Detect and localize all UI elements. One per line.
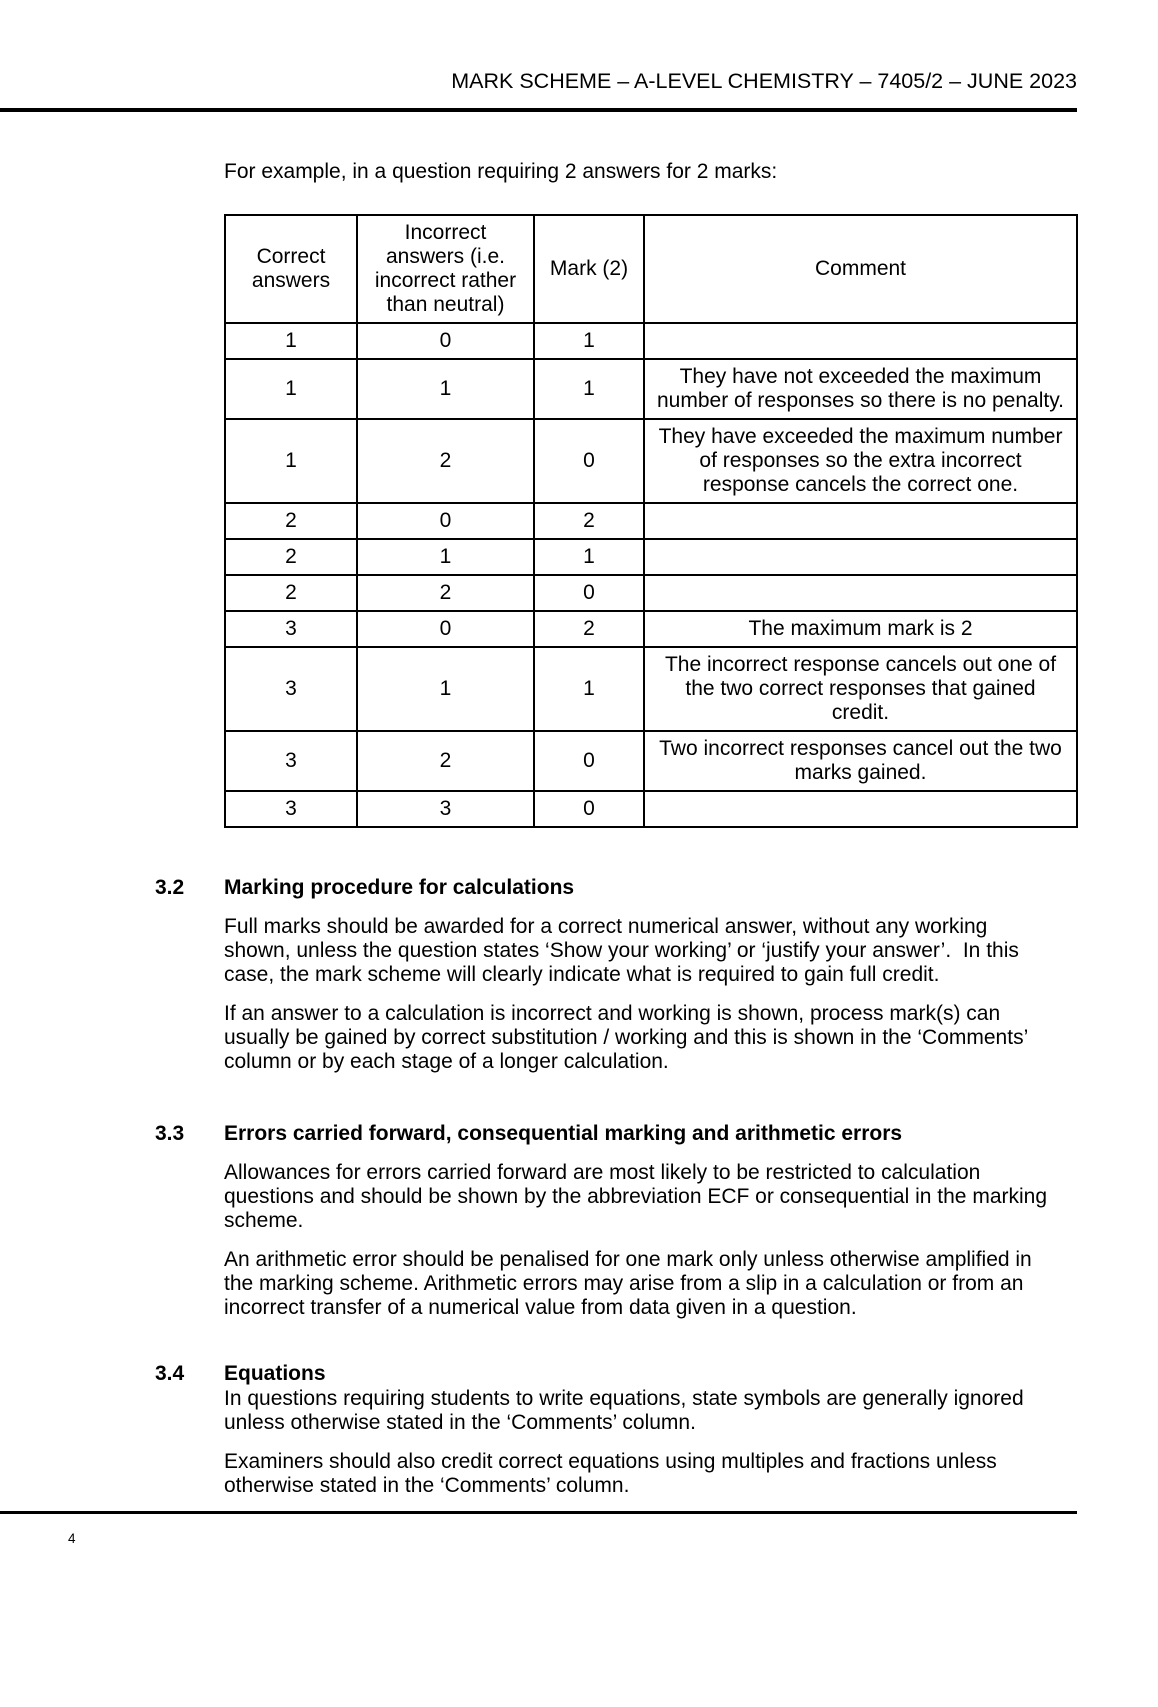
table-header-row — [225, 215, 1077, 323]
section-3.3 — [155, 1122, 1158, 1320]
cell-mark: 2 — [534, 611, 644, 647]
cell-comment — [644, 791, 1077, 827]
section-3.2 — [155, 876, 1158, 1074]
cell-incorrect: 1 — [357, 359, 534, 419]
cell-correct: 1 — [225, 419, 357, 503]
cell-correct: 1 — [225, 323, 357, 359]
section-paragraph: Examiners should also credit correct equations using multiples and fractions unless otherwise stated in the ‘Comments’ column. — [224, 1450, 997, 1497]
table-row — [225, 647, 1077, 731]
cell-incorrect: 2 — [357, 575, 534, 611]
column-header-mark: Mark (2) — [534, 215, 644, 323]
section-paragraph: Full marks should be awarded for a correct numerical answer, without any working shown, unless the question states ‘Show your working’ or ‘justify your answer’. In this case, the mark scheme will clearly indicate what is required to gain full credit. — [224, 915, 1019, 986]
section-body — [224, 1122, 1054, 1320]
table-row — [225, 791, 1077, 827]
section-paragraph: An arithmetic error should be penalised for one mark only unless otherwise amplified in the marking scheme. Arithmetic errors may arise from a slip in a calculation or from an incorrect transfer of a numerical value from data given in a question. — [224, 1248, 1032, 1319]
cell-incorrect: 0 — [357, 611, 534, 647]
cell-correct: 1 — [225, 359, 357, 419]
section-heading: Errors carried forward, consequential marking and arithmetic errors — [224, 1122, 903, 1145]
table-row — [225, 731, 1077, 791]
header-title: MARK SCHEME – A-LEVEL CHEMISTRY – 7405/2 – JUNE 2023 — [451, 69, 1077, 93]
cell-incorrect: 3 — [357, 791, 534, 827]
cell-correct: 3 — [225, 611, 357, 647]
cell-incorrect: 1 — [357, 539, 534, 575]
cell-correct: 2 — [225, 575, 357, 611]
cell-correct: 3 — [225, 647, 357, 731]
table-row — [225, 503, 1077, 539]
cell-comment: Two incorrect responses cancel out the two marks gained. — [644, 731, 1077, 791]
cell-incorrect: 2 — [357, 731, 534, 791]
document-page — [0, 69, 1158, 1546]
cell-mark: 1 — [534, 539, 644, 575]
cell-comment: They have exceeded the maximum number of responses so the extra incorrect response cancels the correct one. — [644, 419, 1077, 503]
cell-mark: 0 — [534, 419, 644, 503]
section-heading: Equations — [224, 1362, 326, 1385]
column-header-incorrect-answers: Incorrect answers (i.e. incorrect rather than neutral) — [357, 215, 534, 323]
page-number: 4 — [68, 1531, 76, 1546]
cell-incorrect: 1 — [357, 647, 534, 731]
cell-comment — [644, 323, 1077, 359]
section-number: 3.4 — [155, 1362, 185, 1385]
cell-mark: 2 — [534, 503, 644, 539]
footer-rule — [0, 1511, 1077, 1514]
sections-container — [0, 876, 1158, 1498]
intro-text: For example, in a question requiring 2 answers for 2 marks: — [224, 160, 778, 183]
cell-correct: 3 — [225, 791, 357, 827]
cell-comment: They have not exceeded the maximum number of responses so there is no penalty. — [644, 359, 1077, 419]
column-header-comment: Comment — [644, 215, 1077, 323]
cell-comment: The incorrect response cancels out one of the two correct responses that gained credit. — [644, 647, 1077, 731]
cell-mark: 1 — [534, 647, 644, 731]
cell-comment — [644, 539, 1077, 575]
section-paragraph: If an answer to a calculation is incorrect and working is shown, process mark(s) can usually be gained by correct substitution / working and this is shown in the ‘Comments’ column or by each stage of a longer calculation. — [224, 1002, 1028, 1073]
header-rule — [0, 108, 1077, 112]
cell-correct: 2 — [225, 503, 357, 539]
cell-comment — [644, 575, 1077, 611]
section-body — [224, 876, 1054, 1074]
cell-incorrect: 2 — [357, 419, 534, 503]
cell-mark: 0 — [534, 791, 644, 827]
cell-mark: 1 — [534, 359, 644, 419]
table-row — [225, 575, 1077, 611]
section-3.4 — [155, 1362, 1158, 1498]
section-paragraph: Allowances for errors carried forward are most likely to be restricted to calculation questions and should be shown by the abbreviation ECF or consequential in the marking scheme. — [224, 1161, 1048, 1232]
cell-comment: The maximum mark is 2 — [644, 611, 1077, 647]
marks-table — [224, 214, 1078, 828]
table-row — [225, 419, 1077, 503]
table-row — [225, 539, 1077, 575]
cell-correct: 3 — [225, 731, 357, 791]
table-row — [225, 611, 1077, 647]
cell-incorrect: 0 — [357, 323, 534, 359]
cell-mark: 0 — [534, 575, 644, 611]
cell-correct: 2 — [225, 539, 357, 575]
section-heading: Marking procedure for calculations — [224, 876, 575, 899]
section-body — [224, 1362, 1054, 1498]
cell-incorrect: 0 — [357, 503, 534, 539]
cell-comment — [644, 503, 1077, 539]
table-row — [225, 323, 1077, 359]
section-number: 3.3 — [155, 1122, 185, 1145]
cell-mark: 0 — [534, 731, 644, 791]
table-row — [225, 359, 1077, 419]
column-header-correct-answers: Correct answers — [225, 215, 357, 323]
cell-mark: 1 — [534, 323, 644, 359]
section-number: 3.2 — [155, 876, 185, 899]
section-paragraph: In questions requiring students to write equations, state symbols are generally ignored unless otherwise stated in the ‘Comments’ column. — [224, 1387, 1024, 1434]
page-header — [0, 69, 1158, 93]
